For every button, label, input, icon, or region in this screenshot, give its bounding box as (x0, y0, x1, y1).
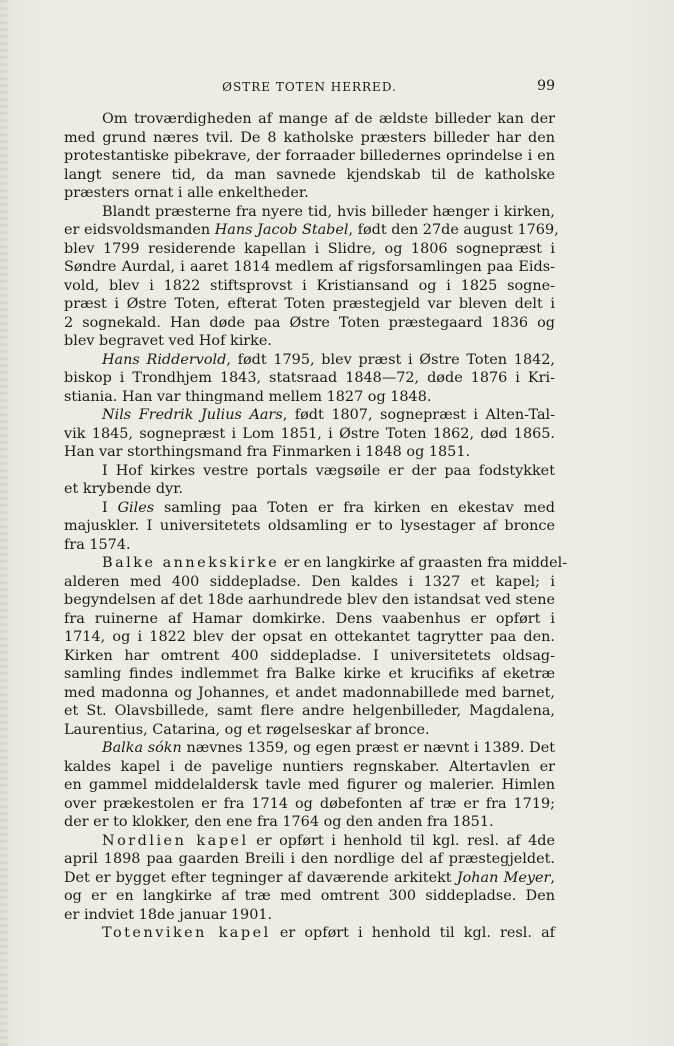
text-run: vik 1845, sognepræst i Lom 1851, i Østre Toten 1862, død 1865. (64, 425, 555, 442)
text-line (64, 573, 555, 592)
text-run: I Hof kirkes vestre portals vægsøile er der paa fodstykket (102, 462, 555, 479)
text-run: april 1898 paa gaarden Breili i den nordlige del af præstegjeldet. (64, 851, 555, 867)
text-line (64, 758, 555, 777)
text-run: I (102, 499, 118, 516)
text-line (64, 739, 555, 758)
text-line (64, 351, 555, 370)
text-run: kaldes kapel i de pavelige nuntiers regnskaber. Altertavlen er (64, 758, 555, 775)
text-line (64, 554, 568, 573)
text-line (64, 850, 555, 869)
text-line (64, 906, 555, 925)
italic-name: Hans Riddervold (102, 351, 227, 368)
running-head: ØSTRE TOTEN HERRED. (222, 80, 397, 94)
text-line (64, 684, 555, 703)
text-line (64, 184, 555, 203)
italic-name: Johan Meyer (456, 869, 551, 886)
text-line (64, 277, 555, 296)
text-run: over prækestolen er fra 1714 og døbefonten af træ er fra 1719; (64, 795, 555, 812)
text-line (64, 110, 555, 129)
text-line (64, 628, 555, 647)
text-run: , (550, 869, 555, 886)
text-run: et krybende dyr. (64, 481, 184, 497)
text-line (64, 332, 555, 351)
text-run: blev 1799 residerende kapellan i Slidre, og 1806 sognepræst i (64, 240, 555, 257)
text-run: med grund næres tvil. De 8 katholske præsters billeder har den (64, 129, 555, 146)
text-run: fra ruinerne af Hamar domkirke. Dens vaabenhus er opført i (64, 610, 555, 627)
text-line (64, 702, 555, 721)
text-run: protestantiske pibekrave, der forraader billedernes oprindelse i en (64, 148, 555, 164)
text-run: blev begravet ved Hof kirke. (64, 333, 272, 349)
text-run: er opført i henhold til kgl. resl. af 4de (248, 832, 555, 849)
text-line (64, 832, 555, 851)
text-line (64, 129, 555, 148)
text-run: begyndelsen af det 18de aarhundrede blev den istandsat ved stene (64, 592, 555, 608)
text-line (64, 499, 555, 518)
text-line (64, 369, 555, 388)
text-line (64, 869, 555, 888)
text-run: Kirken har omtrent 400 siddepladse. I universitetets oldsag- (64, 647, 555, 664)
text-run: præst i Østre Toten, efterat Toten præstegjeld var bleven delt i (64, 296, 555, 312)
text-line (64, 887, 555, 906)
text-run: er indviet 18de januar 1901. (64, 906, 273, 923)
text-run: stiania. Han var thingmand mellem 1827 og 1848. (64, 388, 432, 405)
text-line (64, 721, 555, 740)
text-line (64, 536, 555, 555)
text-run: er en langkirke af graasten fra middel- (279, 555, 568, 571)
text-run: nævnes 1359, og egen præst er nævnt i 1389. Det (181, 740, 556, 756)
text-run: er eidsvoldsmanden (64, 222, 215, 238)
text-line (64, 517, 555, 536)
text-line (64, 480, 555, 499)
text-run: samling paa Toten er fra kirken en ekestav med (154, 499, 555, 516)
text-run: , født 1807, sognepræst i Alten-Tal- (282, 407, 555, 423)
text-run: langt senere tid, da man savnede kjendskab til de katholske (64, 166, 555, 183)
text-line (64, 462, 555, 481)
text-run: biskop i Trondhjem 1843, statsraad 1848—72, døde 1876 i Kri- (64, 370, 555, 386)
text-line (64, 591, 555, 610)
text-run: præsters ornat i alle enkeltheder. (64, 185, 309, 201)
text-run: majuskler. I universitetets oldsamling er to lysestager af bronce (64, 518, 555, 534)
text-run: samling findes indlemmet fra Balke kirke et krucifiks af eketræ (64, 666, 555, 682)
italic-name: Balka sókn (102, 740, 182, 756)
spaced-heading: Balke annekskirke (102, 555, 280, 571)
text-run: Om troværdigheden af mange af de ældste billeder kan der (102, 111, 555, 127)
body-text (64, 110, 568, 943)
text-run: vold, blev i 1822 stiftsprovst i Kristiansand og i 1825 sogne- (64, 277, 555, 294)
italic-name: Nils Fredrik Julius Aars (102, 407, 283, 423)
text-run: et St. Olavsbillede, samt flere andre helgenbilleder, Magdalena, (64, 703, 555, 719)
italic-name: Hans Jacob Stabel (214, 222, 349, 238)
text-run: Blandt præsterne fra nyere tid, hvis billeder hænger i kirken, (102, 203, 555, 220)
text-line (64, 795, 555, 814)
text-run: , født 1795, blev præst i Østre Toten 1842, (226, 351, 555, 368)
spaced-heading: Nordlien kapel (102, 832, 249, 849)
text-run: alderen med 400 siddepladse. Den kaldes i 1327 et kapel; i (64, 573, 555, 590)
spaced-heading: Totenviken kapel (102, 925, 271, 941)
italic-name: Giles (117, 499, 155, 516)
text-line (64, 295, 555, 314)
text-line (64, 776, 555, 795)
text-line (64, 406, 555, 425)
text-run: Det er bygget efter tegninger af daværende arkitekt (64, 869, 457, 886)
page-header (64, 78, 555, 96)
text-run: , født den 27de august 1769, (348, 222, 559, 238)
text-run: og er en langkirke af træ med omtrent 300 siddepladse. Den (64, 888, 555, 904)
text-line (64, 665, 555, 684)
text-run: Laurentius, Catarina, og et røgelseskar af bronce. (64, 721, 430, 738)
text-run: fra 1574. (64, 536, 131, 553)
text-line (64, 166, 555, 185)
text-line (64, 647, 555, 666)
text-run: 2 sognekald. Han døde paa Østre Toten præstegaard 1836 og (64, 314, 555, 331)
text-line (64, 314, 555, 333)
text-run: der er to klokker, den ene fra 1764 og den anden fra 1851. (64, 814, 494, 830)
text-run: 1714, og i 1822 blev der opsat en ottekantet tagrytter paa den. (64, 629, 555, 645)
text-line (64, 203, 555, 222)
text-line (64, 610, 555, 629)
text-run: en gammel middelaldersk tavle med figurer og malerier. Himlen (64, 777, 555, 793)
page-number: 99 (537, 78, 555, 94)
text-run: Han var storthingsmand fra Finmarken i 1848 og 1851. (64, 444, 471, 460)
text-line (64, 258, 555, 277)
text-run: Søndre Aurdal, i aaret 1814 medlem af rigsforsamlingen paa Eids- (64, 259, 555, 275)
text-run: med madonna og Johannes, et andet madonnabillede med barnet, (64, 684, 555, 701)
text-line (64, 221, 559, 240)
text-line (64, 147, 555, 166)
page-binding-edge (0, 0, 8, 1046)
text-line (64, 813, 555, 832)
text-run: er opført i henhold til kgl. resl. af (270, 925, 556, 941)
text-line (64, 240, 555, 259)
text-line (64, 388, 555, 407)
text-line (64, 443, 555, 462)
text-line (64, 924, 555, 943)
text-line (64, 425, 555, 444)
